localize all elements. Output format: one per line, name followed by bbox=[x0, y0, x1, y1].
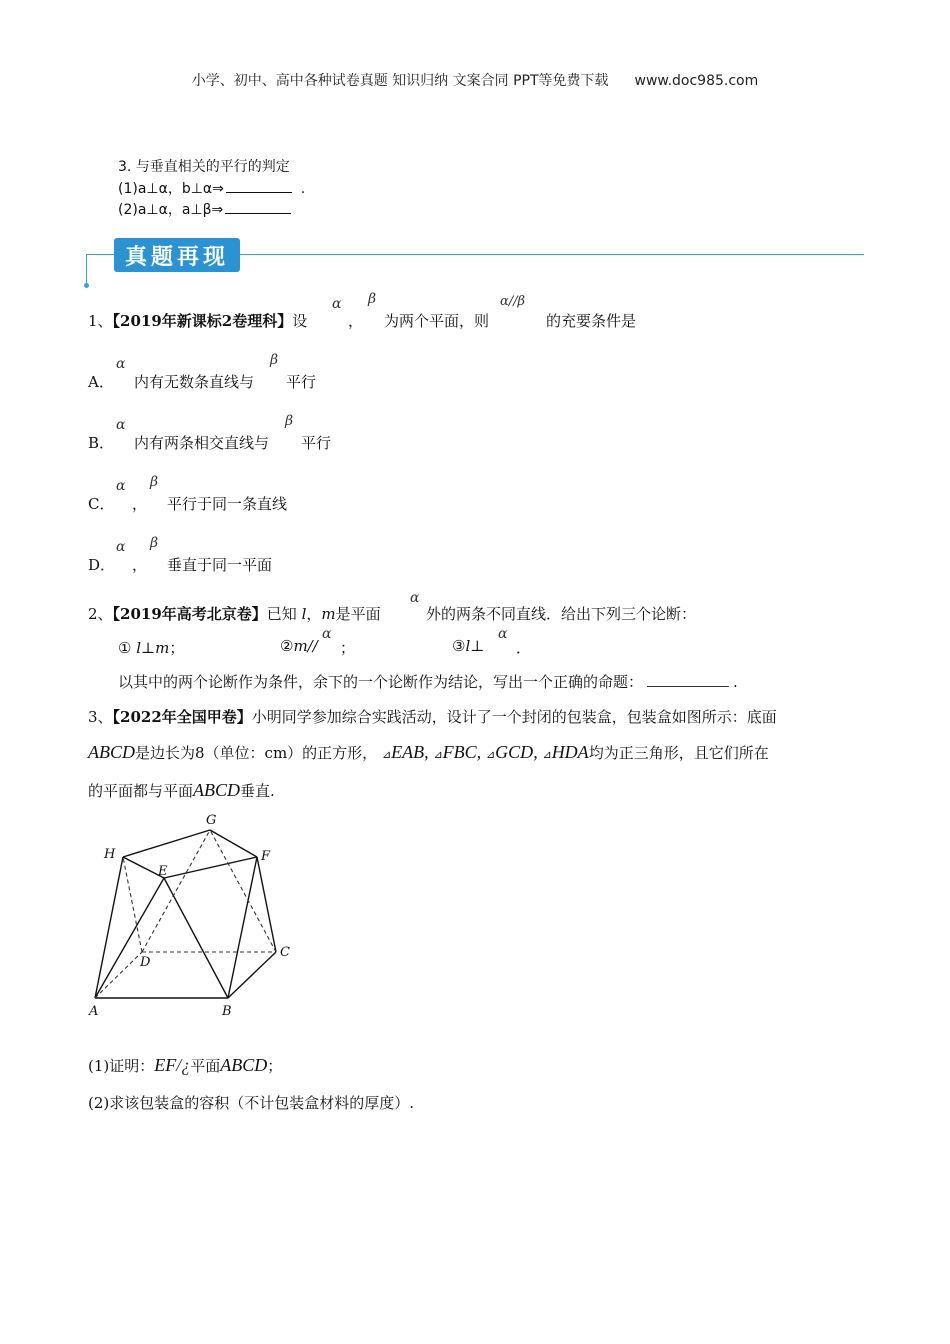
banner-tick bbox=[86, 254, 87, 286]
q2-item3 bbox=[452, 637, 484, 655]
solid-edges bbox=[95, 830, 276, 998]
q2-item1 bbox=[118, 637, 184, 658]
q1-option-c-beta: β bbox=[150, 474, 159, 490]
line1-end: . bbox=[300, 181, 306, 197]
hidden-edges bbox=[95, 830, 276, 998]
edge-bc bbox=[228, 952, 276, 998]
q2-item2 bbox=[280, 637, 318, 655]
q3-line1: 小明同学参加综合实践活动，设计了一个封闭的包装盒，包装盒如图所示：底面 bbox=[251, 708, 777, 726]
q2-item2-end: ； bbox=[340, 639, 356, 657]
q3-eab: EAB bbox=[391, 742, 425, 762]
q2-item3-alpha: α bbox=[498, 626, 508, 642]
q1-option-c-alpha: α bbox=[116, 478, 126, 494]
q3-stem-line3 bbox=[88, 780, 275, 801]
item2-num: ② bbox=[280, 637, 294, 655]
item3-num: ③ bbox=[452, 637, 466, 655]
q1-option-d-beta: β bbox=[150, 535, 159, 551]
q2-conclusion bbox=[118, 671, 738, 692]
part1-plane: 平面 bbox=[190, 1057, 221, 1075]
label-b: B bbox=[222, 1004, 232, 1019]
q2-l: l bbox=[301, 605, 307, 623]
q2-item2-alpha: α bbox=[322, 626, 332, 642]
q2-comma: ， bbox=[306, 605, 322, 623]
edge-bf bbox=[228, 857, 257, 998]
q1-parallel: α//β bbox=[500, 294, 526, 309]
q1-option-b-label: B． bbox=[88, 434, 115, 452]
line2-text: (2)a⊥α，a⊥β⇒ bbox=[118, 202, 224, 218]
edge-ah bbox=[95, 857, 123, 998]
q2-m: m bbox=[321, 605, 336, 623]
header-site[interactable]: www.doc985.com bbox=[634, 73, 759, 89]
q1-option-a-text1: 内有无数条直线与 bbox=[134, 373, 255, 391]
q2-src: 【2019年高考北京卷】 bbox=[112, 605, 267, 623]
q1-beta: β bbox=[368, 291, 377, 307]
q3-sep-3: , bbox=[533, 742, 538, 762]
q3-num: 3、 bbox=[88, 708, 113, 726]
q2-text-c: 外的两条不同直线．给出下列三个论断： bbox=[426, 605, 697, 623]
q1-option-c-label: C． bbox=[88, 495, 115, 513]
q1-num: 1、 bbox=[88, 312, 113, 330]
q3-line3b: 垂直. bbox=[240, 782, 275, 800]
q3-sep-1: , bbox=[424, 742, 429, 762]
q1-option-b-text1: 内有两条相交直线与 bbox=[134, 434, 270, 452]
q1-alpha: α bbox=[332, 296, 342, 312]
q1-option-b-alpha: α bbox=[116, 417, 126, 433]
edge-cf bbox=[257, 857, 276, 952]
packaging-box-figure bbox=[80, 810, 310, 1025]
q1-option-a-beta: β bbox=[270, 352, 279, 368]
q1-option-d-alpha: α bbox=[116, 539, 126, 555]
q3-sep-2: , bbox=[476, 742, 482, 762]
banner-title: 真题再现 bbox=[124, 244, 229, 270]
q2-stem bbox=[88, 603, 381, 624]
q1-src: 【2019年新课标2卷理科】 bbox=[112, 312, 293, 330]
label-d: D bbox=[140, 955, 151, 970]
item3-expr: l⊥ bbox=[465, 637, 485, 655]
q2-conclusion-text: 以其中的两个论断作为条件，余下的一个论断作为结论，写出一个正确的命题： bbox=[118, 673, 644, 691]
label-f: F bbox=[261, 849, 271, 864]
part1-end: ； bbox=[267, 1057, 283, 1075]
q2-num: 2、 bbox=[88, 605, 113, 623]
part1-label: (1)证明： bbox=[88, 1057, 155, 1075]
q1-option-d-label: D． bbox=[88, 556, 116, 574]
label-a: A bbox=[89, 1004, 99, 1019]
q3-stem-line1 bbox=[88, 706, 777, 727]
q1-option-d-comma: ， bbox=[132, 556, 148, 574]
q1-option-c-text: 平行于同一条直线 bbox=[167, 495, 288, 513]
section3-title: 3. 与垂直相关的平行的判定 bbox=[118, 159, 290, 175]
triangle-icon: ⊿ bbox=[542, 748, 552, 761]
q2-end: . bbox=[733, 673, 738, 691]
q3-gcd: GCD bbox=[495, 742, 534, 762]
edge-dh bbox=[123, 857, 142, 952]
q1-option-a-text2: 平行 bbox=[286, 373, 317, 391]
blank-1[interactable] bbox=[226, 179, 292, 193]
q1-option-b-text2: 平行 bbox=[301, 434, 332, 452]
q1-option-a-label: A． bbox=[88, 373, 114, 391]
q3-src: 【2022年全国甲卷】 bbox=[112, 708, 252, 726]
part1-parallel-symbol: /¿ bbox=[176, 1055, 191, 1075]
q3-part1 bbox=[88, 1055, 282, 1076]
q1-comma: ， bbox=[348, 312, 364, 330]
label-h: H bbox=[104, 847, 116, 862]
q1-option-b-beta: β bbox=[285, 413, 294, 429]
item1-num: ① bbox=[118, 639, 132, 657]
q3-line2b: 均为正三角形，且它们所在 bbox=[588, 744, 769, 762]
triangle-icon: ⊿ bbox=[433, 748, 443, 761]
q1-text-a: 设 bbox=[292, 312, 308, 330]
edge-gf bbox=[210, 830, 257, 857]
label-c: C bbox=[280, 945, 290, 960]
section3-line2 bbox=[118, 199, 291, 219]
q1-stem bbox=[88, 310, 307, 331]
q2-text-b: 是平面 bbox=[335, 605, 381, 623]
q2-blank[interactable] bbox=[647, 674, 729, 687]
item1-end: ； bbox=[169, 639, 185, 657]
section3-line1 bbox=[118, 178, 305, 198]
part1-ef: EF bbox=[154, 1055, 177, 1075]
part1-abcd: ABCD bbox=[220, 1055, 268, 1075]
label-g: G bbox=[206, 813, 217, 828]
banner-dot bbox=[84, 283, 89, 288]
item1-expr: l⊥m bbox=[136, 639, 170, 657]
header-text: 小学、初中、高中各种试卷真题 知识归纳 文案合同 PPT等免费下载 bbox=[191, 73, 609, 89]
label-e: E bbox=[158, 864, 168, 879]
q3-line2a: 是边长为8（单位：cm）的正方形， bbox=[135, 744, 378, 762]
q3-stem-line2 bbox=[88, 742, 769, 763]
q3-abcd: ABCD bbox=[88, 742, 135, 762]
edge-ae bbox=[95, 878, 164, 998]
q3-abcd-2: ABCD bbox=[193, 780, 241, 800]
banner bbox=[114, 238, 240, 272]
q3-part2: (2)求该包装盒的容积（不计包装盒材料的厚度）. bbox=[88, 1094, 415, 1112]
q3-fbc: FBC bbox=[442, 742, 477, 762]
blank-2[interactable] bbox=[225, 200, 291, 214]
q3-line3a: 的平面都与平面 bbox=[88, 782, 194, 800]
q2-alpha: α bbox=[410, 590, 420, 606]
edge-ef bbox=[164, 857, 257, 878]
q1-text-c: 的充要条件是 bbox=[546, 312, 637, 330]
q1-option-d-text: 垂直于同一平面 bbox=[167, 556, 273, 574]
q1-option-c-comma: ， bbox=[132, 495, 148, 513]
page-header bbox=[0, 70, 950, 90]
q1-option-a-alpha: α bbox=[116, 356, 126, 372]
item2-expr: m// bbox=[293, 637, 318, 655]
triangle-icon: ⊿ bbox=[485, 748, 496, 761]
edge-ad bbox=[95, 952, 142, 998]
triangle-icon: ⊿ bbox=[381, 748, 392, 761]
q3-hda: HDA bbox=[551, 742, 589, 762]
q2-text-a: 已知 bbox=[266, 605, 297, 623]
q1-text-b: 为两个平面，则 bbox=[384, 312, 490, 330]
line1-text: (1)a⊥α，b⊥α⇒ bbox=[118, 181, 224, 197]
q2-item3-end: ． bbox=[516, 639, 532, 657]
